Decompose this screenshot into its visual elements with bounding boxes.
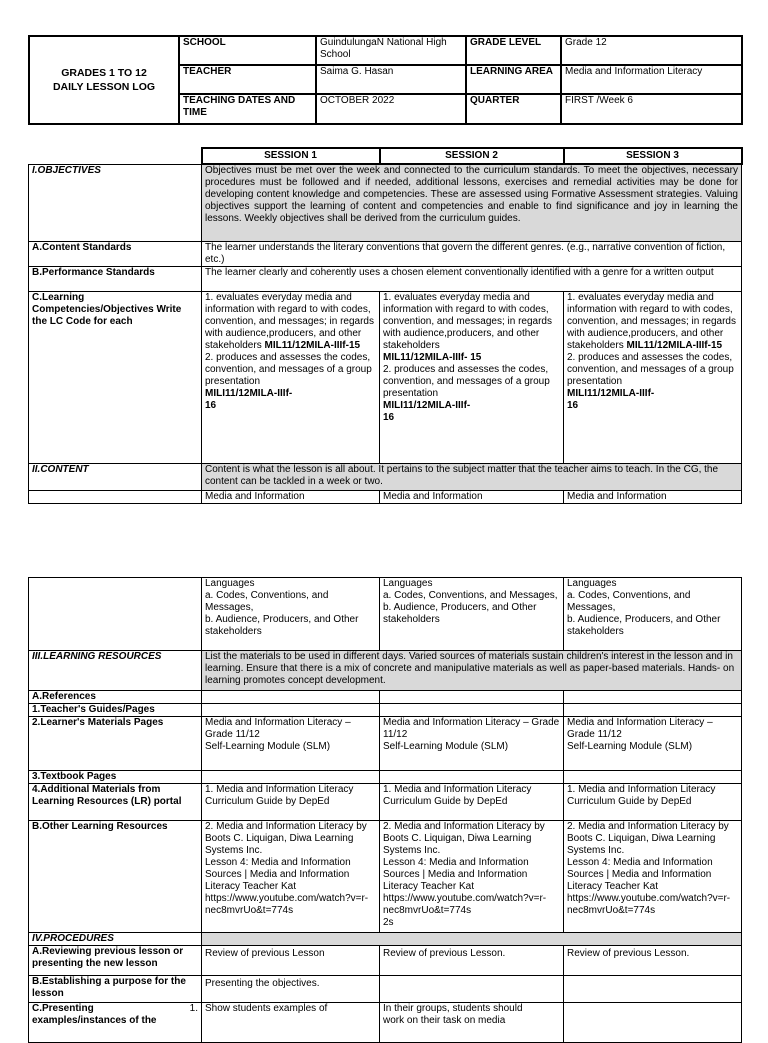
- other-resources-3: 2. Media and Information Literacy by Boots C. Liquigan, Diwa Learning Systems Inc. Lesson 4: Media and Information Sources | Media and Information Literacy Teacher Kat https://www.youtube.com/watch?v=r-nec8mvrUo&t=774s: [564, 821, 742, 933]
- other-resources-label: B.Other Learning Resources: [29, 821, 202, 933]
- quarter-label: QUARTER: [466, 94, 561, 124]
- log-title: GRADES 1 TO 12 DAILY LESSON LOG: [29, 36, 179, 124]
- reviewing-1: Review of previous Lesson: [202, 946, 380, 976]
- procedures-label: IV.PROCEDURES: [29, 933, 202, 946]
- learners-materials-2: Media and Information Literacy – Grade 11/12 Self-Learning Module (SLM): [380, 717, 564, 771]
- school-value: GuindulungaN National High School: [316, 36, 466, 65]
- reviewing-label: A.Reviewing previous lesson or presenting the new lesson: [29, 946, 202, 976]
- competency-session-3: [564, 291, 742, 463]
- other-resources-2: 2. Media and Information Literacy by Boots C. Liquigan, Diwa Learning Systems Inc. Lesson 4: Media and Information Sources | Media and Information Literacy Teacher Kat https://www.youtube.com/watch?v=r-nec8mvrUo&t=774s 2s: [380, 821, 564, 933]
- purpose-label: B.Establishing a purpose for the lesson: [29, 976, 202, 1003]
- teacher-value: Saima G. Hasan: [316, 65, 466, 94]
- competency-1-code: MIL11/12MILA-IIIf- 15: [383, 351, 482, 363]
- resources-label: III.LEARNING RESOURCES: [29, 651, 202, 691]
- reviewing-2: Review of previous Lesson.: [380, 946, 564, 976]
- purpose-2: [380, 976, 564, 1003]
- textbook-label: 3.Textbook Pages: [29, 771, 202, 784]
- presenting-label-cell: [29, 1003, 202, 1043]
- performance-standards-text: The learner clearly and coherently uses a chosen element conventionally identified with a genre for a written output: [202, 266, 742, 291]
- grade-label: GRADE LEVEL: [466, 36, 561, 65]
- presenting-1: Show students examples of: [202, 1003, 380, 1043]
- learners-materials-1: Media and Information Literacy – Grade 11/12 Self-Learning Module (SLM): [202, 717, 380, 771]
- reviewing-3: Review of previous Lesson.: [564, 946, 742, 976]
- competency-session-2: [380, 291, 564, 463]
- additional-materials-1: 1. Media and Information Literacy Curriculum Guide by DepEd: [202, 784, 380, 821]
- competency-1-text: 1. evaluates everyday media and information with regard to with codes, convention, and messages; in regards with audience,producers, and other stakeholders: [567, 291, 736, 351]
- competencies-label: C.Learning Competencies/Objectives Write the LC Code for each: [29, 291, 202, 463]
- competency-1-code: MIL11/12MILA-IIIf-15: [264, 339, 361, 351]
- purpose-1: Presenting the objectives.: [202, 976, 380, 1003]
- area-label: LEARNING AREA: [466, 65, 561, 94]
- content-text: Content is what the lesson is all about. It pertains to the subject matter that the teacher aims to teach. In the CG, the content can be tackled in a week or two.: [202, 463, 742, 490]
- content-topic-cont-1: Languages a. Codes, Conventions, and Messages, b. Audience, Producers, and Other stakeholders: [202, 578, 380, 651]
- area-value: Media and Information Literacy: [561, 65, 742, 94]
- competency-2-code: MILI11/12MILA-IIIf- 16: [205, 387, 293, 411]
- quarter-value: FIRST /Week 6: [561, 94, 742, 124]
- content-topic-cont-3: Languages a. Codes, Conventions, and Messages, b. Audience, Producers, and Other stakeholders: [564, 578, 742, 651]
- content-topic-cont-2: Languages a. Codes, Conventions, and Messages, b. Audience, Producers, and Other stakeholders: [380, 578, 564, 651]
- objectives-label: I.OBJECTIVES: [29, 164, 202, 241]
- content-label: II.CONTENT: [29, 463, 202, 490]
- lesson-table-page-2: [28, 577, 742, 1043]
- grade-value: Grade 12: [561, 36, 742, 65]
- competency-2-text: 2. produces and assesses the codes, convention, and messages of a group presentation: [383, 363, 550, 399]
- content-standards-text: The learner understands the literary conventions that govern the different genres. (e.g., narrative convention of fiction, etc.): [202, 241, 742, 266]
- session-1-header: SESSION 1: [202, 148, 380, 164]
- objectives-text: Objectives must be met over the week and connected to the curriculum standards. To meet the objectives, necessary procedures must be followed and if needed, additional lessons, exercises and remedial activities may be done for developing content knowledge and competencies. These are assessed using Formative Assessment strategies. Valuing objectives support the learning of content and competencies and enable to find significance and joy in learning the lessons. Weekly objectives shall be derived from the curriculum guides.: [202, 164, 742, 241]
- lesson-table-page-1: [28, 147, 743, 504]
- additional-materials-2: 1. Media and Information Literacy Curriculum Guide by DepEd: [380, 784, 564, 821]
- presenting-number: 1.: [189, 1003, 198, 1014]
- purpose-3: [564, 976, 742, 1003]
- content-standards-label: A.Content Standards: [29, 241, 202, 266]
- learners-materials-label: 2.Learner's Materials Pages: [29, 717, 202, 771]
- competency-2-text: 2. produces and assesses the codes, convention, and messages of a group presentation: [205, 351, 372, 387]
- teachers-guide-label: 1.Teacher's Guides/Pages: [29, 704, 202, 717]
- content-topic-2: Media and Information: [380, 490, 564, 503]
- competency-1-text: 1. evaluates everyday media and information with regard to with codes, convention, and messages; in regards with audience,producers, and other stakeholders: [383, 291, 552, 351]
- dates-value: OCTOBER 2022: [316, 94, 466, 124]
- teacher-label: TEACHER: [179, 65, 316, 94]
- other-resources-1: 2. Media and Information Literacy by Boots C. Liquigan, Diwa Learning Systems Inc. Lesson 4: Media and Information Sources | Media and Information Literacy Teacher Kat https://www.youtube.com/watch?v=r-nec8mvrUo&t=774s: [202, 821, 380, 933]
- session-2-header: SESSION 2: [380, 148, 564, 164]
- school-label: SCHOOL: [179, 36, 316, 65]
- presenting-label: C.Presenting: [32, 1003, 94, 1014]
- content-topic-1: Media and Information: [202, 490, 380, 503]
- presenting-3: [564, 1003, 742, 1043]
- competency-2-text: 2. produces and assesses the codes, convention, and messages of a group presentation: [567, 351, 734, 387]
- additional-materials-3: 1. Media and Information Literacy Curriculum Guide by DepEd: [564, 784, 742, 821]
- references-label: A.References: [29, 691, 202, 704]
- session-3-header: SESSION 3: [564, 148, 742, 164]
- competency-2-code: MILI11/12MILA-IIIf- 16: [567, 387, 655, 411]
- header-table: [28, 35, 743, 125]
- competency-session-1: [202, 291, 380, 463]
- competency-2-code: MILI11/12MILA-IIIf- 16: [383, 399, 471, 423]
- additional-materials-label: 4.Additional Materials from Learning Resources (LR) portal: [29, 784, 202, 821]
- content-topic-3: Media and Information: [564, 490, 742, 503]
- resources-text: List the materials to be used in different days. Varied sources of materials sustain children's interest in the lesson and in learning. Ensure that there is a mix of concrete and manipulative materials as well as paper-based materials. Hands- on learning promotes concept development.: [202, 651, 742, 691]
- learners-materials-3: Media and Information Literacy – Grade 11/12 Self-Learning Module (SLM): [564, 717, 742, 771]
- competency-1-code: MIL11/12MILA-IIIf-15: [626, 339, 723, 351]
- presenting-label-2: examples/instances of the: [32, 1015, 157, 1026]
- dates-label: TEACHING DATES AND TIME: [179, 94, 316, 124]
- performance-standards-label: B.Performance Standards: [29, 266, 202, 291]
- competency-1-text: 1. evaluates everyday media and information with regard to with codes, convention, and messages; in regards with audience,producers, and other stakeholders: [205, 291, 374, 351]
- presenting-2: In their groups, students should work on their task on media: [380, 1003, 564, 1043]
